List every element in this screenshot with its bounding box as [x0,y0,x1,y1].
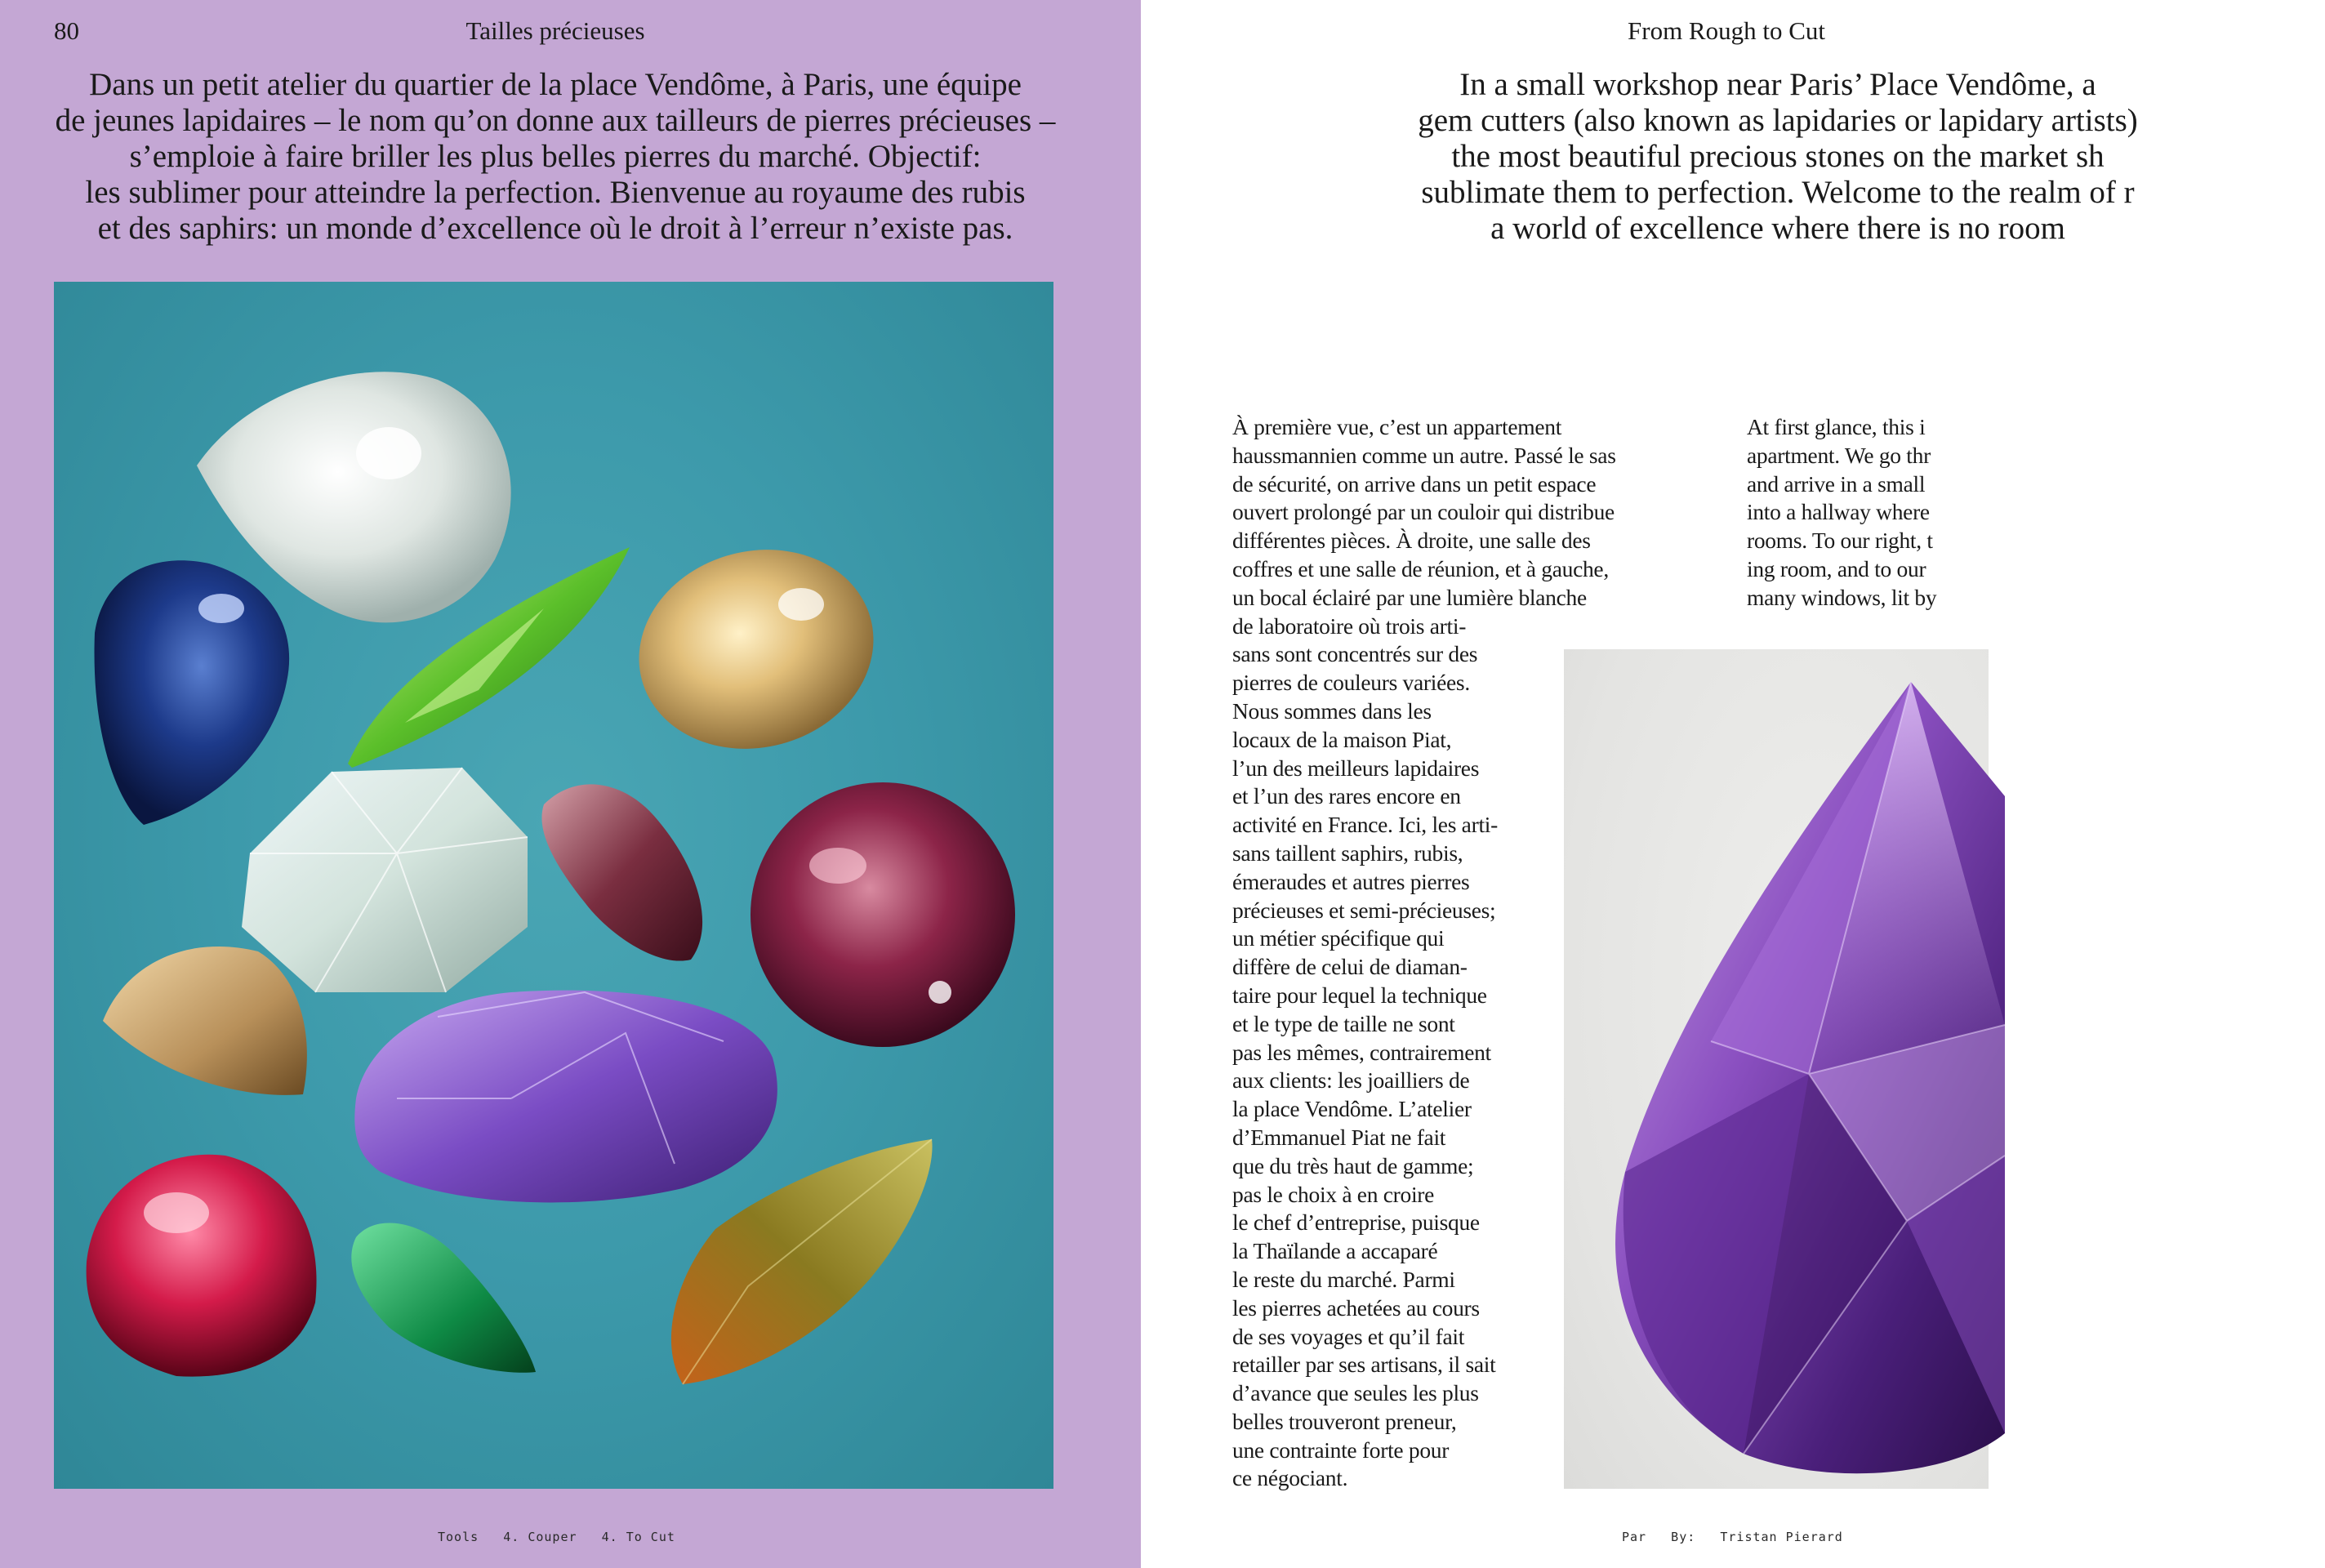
body-line: et le type de taille ne sont [1232,1010,1455,1036]
body-line: retailler par ses artisans, il sait [1232,1352,1496,1378]
footer-author-credit: Par By: Tristan Pierard [1622,1530,1843,1544]
intro-line: In a small workshop near Paris’ Place Vendôme, a [1459,67,2096,102]
body-line: de ses voyages et qu’il fait [1232,1323,1465,1349]
body-line: ce négociant. [1232,1465,1348,1491]
body-line: apartment. We go thr [1747,442,1931,468]
intro-line: a world of excellence where there is no room [1490,211,2065,246]
body-line: de sécurité, on arrive dans un petit espace [1232,470,1597,497]
body-line: émeraudes et autres pierres [1232,868,1470,894]
body-line: que du très haut de gamme; [1232,1152,1474,1178]
body-line: la place Vendôme. L’atelier [1232,1096,1472,1122]
body-line: un bocal éclairé par une lumière blanche [1232,584,1587,610]
body-column-en [1747,413,1936,612]
body-line: les pierres achetées au cours [1232,1294,1480,1321]
body-line: ing room, and to our [1747,555,1926,581]
intro-line: the most beautiful precious stones on the market sh [1451,139,2105,174]
body-line: différentes pièces. À droite, une salle des [1232,528,1591,554]
intro-line: Dans un petit atelier du quartier de la place Vendôme, à Paris, une équipe [89,67,1022,102]
body-line: Nous sommes dans les [1232,697,1432,724]
body-line: pas les mêmes, contrairement [1232,1039,1491,1065]
body-line: d’avance que seules les plus [1232,1380,1479,1406]
amethyst-photo [1564,649,1989,1489]
intro-line: et des saphirs: un monde d’excellence où le droit à l’erreur n’existe pas. [97,211,1013,246]
body-line: taire pour lequel la technique [1232,982,1487,1008]
intro-paragraph-en [1231,67,2325,247]
body-line: pierres de couleurs variées. [1232,670,1470,696]
body-line: une contrainte forte pour [1232,1437,1450,1463]
intro-paragraph-fr [0,67,1111,247]
body-line: belles trouveront preneur, [1232,1408,1457,1434]
intro-line: de jeunes lapidaires – le nom qu’on donne aux tailleurs de pierres précieuses – [55,103,1056,138]
body-line: À première vue, c’est un appartement [1232,414,1562,439]
intro-line: s’emploie à faire briller les plus belles pierres du marché. Objectif: [129,139,982,174]
running-title-fr: Tailles précieuses [465,16,645,45]
body-line: l’un des meilleurs lapidaires [1232,755,1480,781]
intro-line: les sublimer pour atteindre la perfection. Bienvenue au royaume des rubis [85,175,1026,210]
gemstones-photo [54,282,1053,1489]
body-line: activité en France. Ici, les arti- [1232,812,1498,838]
left-page [0,0,1141,1568]
intro-line: gem cutters (also known as lapidaries or lapidary artists) [1418,103,2138,138]
body-line: la Thaïlande a accaparé [1232,1238,1438,1264]
body-line: rooms. To our right, t [1747,528,1933,554]
body-column-fr [1232,413,1616,1493]
running-title-en: From Rough to Cut [1628,16,1826,45]
body-line: sans sont concentrés sur des [1232,641,1478,667]
body-line: le reste du marché. Parmi [1232,1266,1455,1292]
body-line: pas le choix à en croire [1232,1181,1435,1207]
body-line: many windows, lit by [1747,584,1937,610]
page-number: 80 [54,16,79,45]
body-line: précieuses et semi-précieuses; [1232,897,1496,923]
body-line: coffres et une salle de réunion, et à gauche, [1232,555,1609,581]
body-line: locaux de la maison Piat, [1232,726,1452,752]
body-line: into a hallway where [1747,499,1930,525]
body-line: de laboratoire où trois arti- [1232,612,1467,639]
body-line: et l’un des rares encore en [1232,783,1461,809]
footer-section-label: Tools 4. Couper 4. To Cut [438,1530,675,1544]
body-line: At first glance, this i [1747,414,1926,439]
body-line: haussmannien comme un autre. Passé le sas [1232,442,1616,468]
intro-line: sublimate them to perfection. Welcome to the realm of r [1421,175,2135,210]
body-line: aux clients: les joailliers de [1232,1067,1470,1094]
right-page [1141,0,2138,1568]
body-line: sans taillent saphirs, rubis, [1232,840,1463,866]
body-line: le chef d’entreprise, puisque [1232,1209,1480,1236]
body-line: un métier spécifique qui [1232,925,1445,951]
body-line: d’Emmanuel Piat ne fait [1232,1124,1446,1150]
body-line: diffère de celui de diaman- [1232,954,1468,980]
body-line: ouvert prolongé par un couloir qui distribue [1232,499,1615,525]
body-line: and arrive in a small [1747,470,1926,497]
